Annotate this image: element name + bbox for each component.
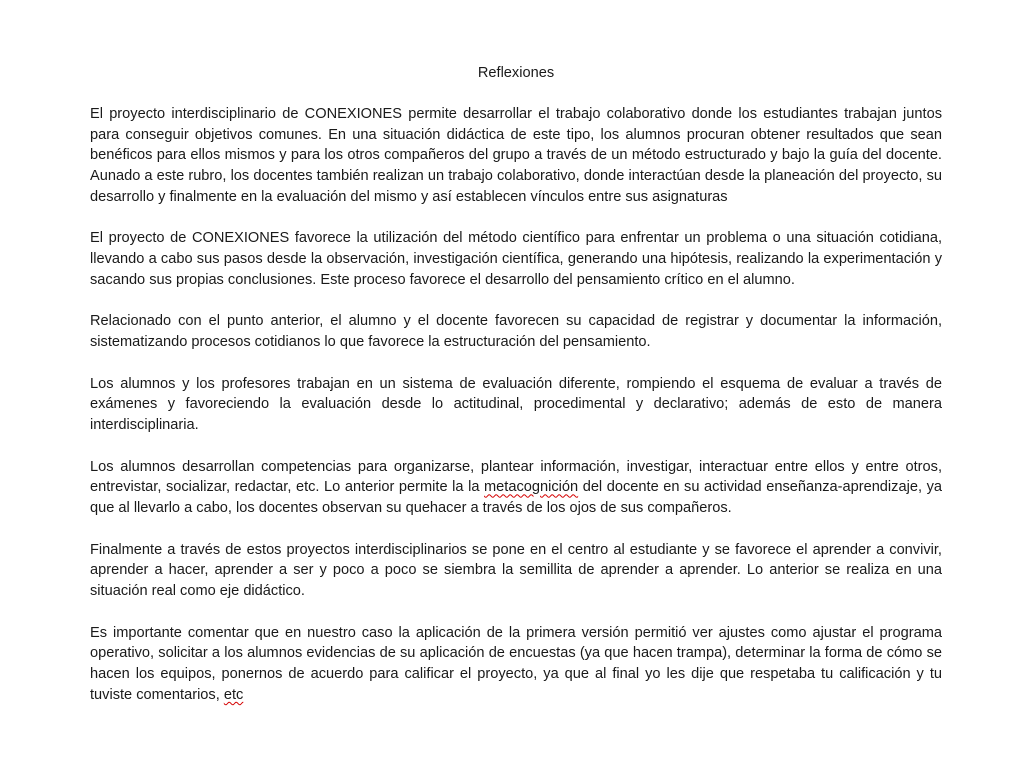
paragraph-text: Finalmente a través de estos proyectos interdisciplinarios se pone en el centro al estudiante y se favorece el aprender a convivir, aprender a hacer, aprender a ser y poco a poco se siembra la semillita de aprender a aprender. Lo anterior se realiza en una situación real como eje didáctico. [90,541,942,600]
spellcheck-marked-word[interactable]: etc [223,686,244,703]
paragraph-4 [90,374,942,436]
paragraph-text-continued: del docente en su actividad enseñanza-aprendizaje, ya que al llevarlo a cabo, los docentes observan su quehacer a través de los ojos de sus compañeros. [90,479,942,517]
paragraph-2 [90,228,942,290]
paragraph-1 [90,104,942,208]
paragraph-3 [90,311,942,353]
document-title: Reflexiones [477,65,555,81]
paragraph-7 [90,623,942,706]
paragraph-6 [90,540,942,602]
document-page [90,63,942,706]
spellcheck-marked-word[interactable]: metacognición [484,479,579,496]
paragraph-text: El proyecto de CONEXIONES favorece la utilización del método científico para enfrentar un problema o una situación cotidiana, llevando a cabo sus pasos desde la observación, investigación científica, generando una hipótesis, realizando la experimentación y sacando sus propias conclusiones. Este proceso favorece el desarrollo del pensamiento crítico en el alumno. [90,230,942,288]
paragraph-text: Es importante comentar que en nuestro caso la aplicación de la primera versión permitió ver ajustes como ajustar el programa operativo, solicitar a los alumnos evidencias de su aplicación de encuestas (ya que hacen trampa), determinar la forma de cómo se hacen los equipos, ponernos de acuerdo para calificar el proyecto, ya que al final yo les dije que respetaba tu calificación y tu tuviste comentarios, [90,624,942,703]
paragraph-text: El proyecto interdisciplinario de CONEXIONES permite desarrollar el trabajo colaborativo donde los estudiantes trabajan juntos para conseguir objetivos comunes. En una situación didáctica de este tipo, los alumnos procuran obtener resultados que sean benéficos para ellos mismos y para los otros compañeros del grupo a través de un método estructurado y bajo la guía del docente. Aunado a este rubro, los docentes también realizan un trabajo colaborativo, donde interactúan desde la planeación del proyecto, su desarrollo y finalmente en la evaluación del mismo y así establecen vínculos entre sus asignaturas [90,105,942,205]
paragraph-5 [90,457,942,519]
paragraph-text: Relacionado con el punto anterior, el alumno y el docente favorecen su capacidad de registrar y documentar la información, sistematizando procesos cotidianos lo que favorece la estructuración del pensamiento. [90,313,942,351]
paragraph-text: Los alumnos y los profesores trabajan en un sistema de evaluación diferente, rompiendo el esquema de evaluar a través de exámenes y favoreciendo la evaluación desde lo actitudinal, procedimental y declarativo; además de esto de manera interdisciplinaria. [90,375,942,434]
paragraph-text: Los alumnos desarrollan competencias para organizarse, plantear información, investigar, interactuar entre ellos y entre otros, entrevistar, socializar, redactar, etc. Lo anterior permite la la [90,458,942,496]
